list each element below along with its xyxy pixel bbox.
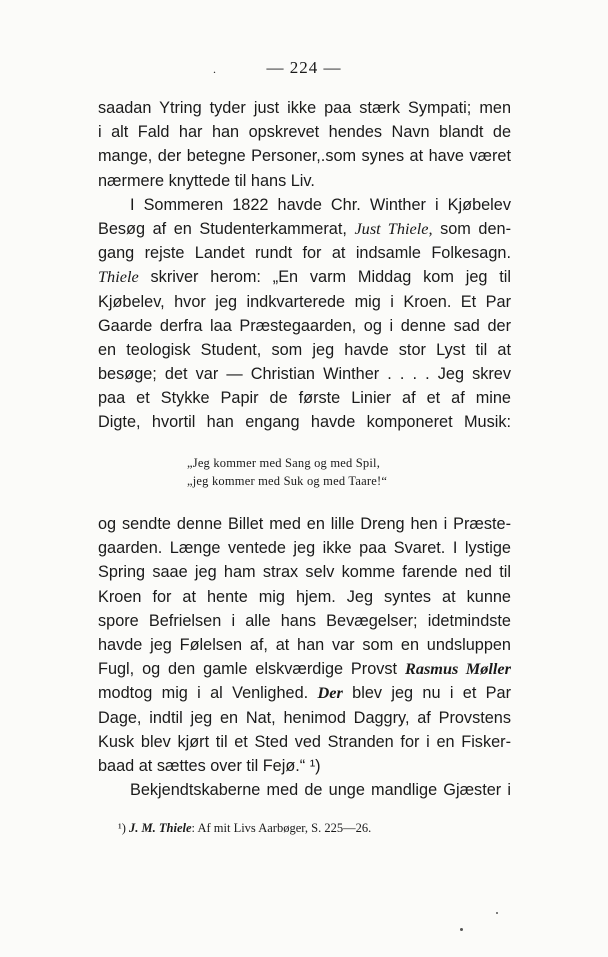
text-line [98, 265, 511, 289]
text-span: Besøg af en Studenterkammerat, [98, 219, 347, 238]
text-line: Kjøbelev, hvor jeg indkvarterede mig i Kroen. Et Par [98, 292, 511, 311]
person-name: Thiele [98, 267, 139, 287]
page-number: — 224 — [266, 58, 342, 77]
text-line: baad at sættes over til Fejø.“ ¹) [98, 756, 321, 775]
text-line: og sendte denne Billet med en lille Dreng hen i Præste- [98, 515, 511, 533]
person-name: Rasmus Møller [404, 659, 511, 679]
text-line: Bekjendtskaberne med de unge mandlige Gjæster i [130, 781, 511, 800]
text-line [98, 681, 511, 705]
text-line: i alt Fald har han opskrevet hendes Navn blandt de [98, 123, 511, 142]
text-line: Dage, indtil jeg en Nat, henimod Daggry, af Provstens [98, 708, 511, 727]
text-span: Fugl, og den gamle elskværdige Provst [98, 660, 398, 679]
text-span: som den- [440, 219, 512, 238]
text-line: saadan Ytring tyder just ikke paa stærk Sympati; men [98, 99, 511, 117]
footnote [118, 821, 371, 836]
text-line [98, 217, 511, 241]
paper-speck [496, 912, 498, 914]
text-line: en teologisk Student, som jeg havde stor Lyst til at [98, 340, 511, 359]
text-span: blev jeg nu i et Par [352, 684, 511, 703]
text-line: Gaarde derfra laa Præstegaarden, og i denne sad der [98, 316, 511, 335]
poem-line: „jeg kommer med Suk og med Taare!“ [187, 474, 388, 488]
main-text-block-continued [98, 512, 511, 802]
text-line: Spring saae jeg ham strax selv komme farende ned til [98, 563, 511, 582]
text-line: nærmere knyttede til hans Liv. [98, 171, 315, 190]
footnote-author: J. M. Thiele [129, 821, 192, 835]
person-name: Just Thiele, [354, 218, 433, 238]
text-line: gaarden. Længe ventede jeg ikke paa Svaret. I lystige [98, 539, 511, 558]
stray-mark: . [213, 62, 216, 76]
text-line: besøge; det var — Christian Winther . . . . Jeg skrev [98, 365, 511, 384]
text-line: Kroen for at hente mig hjem. Jeg syntes at kunne [98, 587, 511, 606]
text-line: paa et Stykke Papir de første Linier af et af mine [98, 389, 511, 408]
text-span: modtog mig i al Venlighed. [98, 684, 309, 703]
text-line: havde jeg Følelsen af, at han var som en undsluppen [98, 635, 511, 654]
emphasis: Der [317, 683, 343, 703]
text-line: spore Befrielsen i alle hans Bevægelser; idetmindste [98, 611, 511, 630]
text-line: I Sommeren 1822 havde Chr. Winther i Kjøbelev [130, 195, 511, 214]
text-line: Digte, hvortil han engang havde komponeret Musik: [98, 413, 511, 432]
footnote-marker: ¹) [118, 821, 126, 835]
footnote-text: : Af mit Livs Aarbøger, S. 225—26. [191, 821, 372, 835]
main-text-block [98, 96, 511, 435]
poem-quote [187, 454, 387, 490]
paper-speck [460, 928, 463, 931]
text-line [98, 657, 511, 681]
text-line: Kusk blev kjørt til et Sted ved Stranden for i en Fisker- [98, 732, 511, 751]
text-line: gang rejste Landet rundt for at indsamle Folkesagn. [98, 244, 511, 263]
text-span: skriver herom: „En varm Middag kom jeg til [150, 268, 511, 287]
poem-line: „Jeg kommer med Sang og med Spil, [187, 456, 381, 470]
text-line: mange, der betegne Personer,.som synes at have været [98, 147, 511, 166]
